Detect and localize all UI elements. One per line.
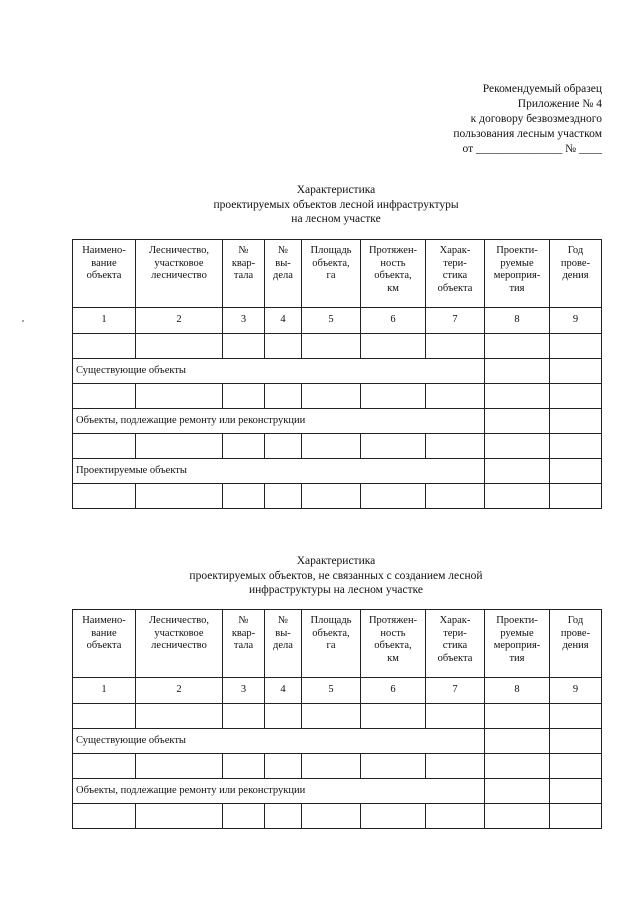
group-label: Существующие объекты: [73, 729, 485, 754]
table-cell[interactable]: [223, 384, 265, 409]
table-cell[interactable]: [223, 754, 265, 779]
table-cell[interactable]: [485, 754, 550, 779]
table-cell[interactable]: [361, 384, 426, 409]
table-cell[interactable]: [136, 704, 223, 729]
table-row: [73, 484, 602, 509]
col-number: 5: [302, 308, 361, 334]
scan-speck: [22, 320, 24, 322]
table-row: [73, 804, 602, 829]
title-line: Характеристика: [296, 555, 376, 567]
table-cell[interactable]: [485, 704, 550, 729]
table-cell[interactable]: [265, 384, 302, 409]
col-header: Наимено- вание объекта: [73, 610, 136, 678]
table-non-infrastructure: [72, 609, 602, 829]
table-cell[interactable]: [302, 434, 361, 459]
table-row: [73, 704, 602, 729]
table-cell[interactable]: [426, 334, 485, 359]
col-header: Лесничество, участковое лесничество: [136, 240, 223, 308]
col-number: 9: [550, 678, 602, 704]
col-header: Проекти- руемые мероприя- тия: [485, 610, 550, 678]
table-cell[interactable]: [361, 704, 426, 729]
table-header-row: [73, 240, 602, 308]
table-infrastructure: [72, 239, 602, 509]
table-cell[interactable]: [426, 704, 485, 729]
col-header: Площадь объекта, га: [302, 240, 361, 308]
title-line: на лесном участке: [291, 213, 381, 225]
header-line: к договору безвозмездного: [470, 113, 602, 125]
col-header: Протяжен- ность объекта, км: [361, 610, 426, 678]
table-cell[interactable]: [550, 754, 602, 779]
table-cell[interactable]: [223, 704, 265, 729]
table-cell[interactable]: [550, 434, 602, 459]
col-header: Год прове- дения: [550, 240, 602, 308]
table-header-row: [73, 610, 602, 678]
table-cell[interactable]: [136, 334, 223, 359]
table-cell[interactable]: [485, 434, 550, 459]
table-cell[interactable]: [485, 409, 550, 434]
table-cell[interactable]: [302, 704, 361, 729]
col-header: № вы- дела: [265, 610, 302, 678]
col-header: Лесничество, участковое лесничество: [136, 610, 223, 678]
group-row-existing: [73, 729, 602, 754]
col-number: 4: [265, 308, 302, 334]
table-cell[interactable]: [265, 484, 302, 509]
table-cell[interactable]: [550, 359, 602, 384]
table-cell[interactable]: [550, 334, 602, 359]
col-number: 4: [265, 678, 302, 704]
col-number: 1: [73, 308, 136, 334]
table-cell[interactable]: [426, 754, 485, 779]
title-line: проектируемых объектов, не связанных с созданием лесной: [189, 569, 483, 582]
table-cell[interactable]: [485, 459, 550, 484]
table-cell[interactable]: [550, 779, 602, 804]
table-cell[interactable]: [223, 434, 265, 459]
column-number-row: [73, 678, 602, 704]
col-header: Площадь объекта, га: [302, 610, 361, 678]
group-row-projected: [73, 459, 602, 484]
col-number: 3: [223, 308, 265, 334]
table-cell[interactable]: [550, 729, 602, 754]
table-cell[interactable]: [73, 484, 136, 509]
table-cell[interactable]: [302, 484, 361, 509]
col-number: 6: [361, 678, 426, 704]
col-header: Протяжен- ность объекта, км: [361, 240, 426, 308]
table-cell[interactable]: [426, 434, 485, 459]
table-cell[interactable]: [223, 334, 265, 359]
table-cell[interactable]: [550, 384, 602, 409]
header-line: от _______________ № ____: [462, 143, 602, 155]
table-cell[interactable]: [361, 334, 426, 359]
col-header: Проекти- руемые мероприя- тия: [485, 240, 550, 308]
group-label: Объекты, подлежащие ремонту или реконструкции: [73, 409, 485, 434]
col-number: 8: [485, 308, 550, 334]
table-cell[interactable]: [485, 334, 550, 359]
table-cell[interactable]: [485, 804, 550, 829]
col-number: 8: [485, 678, 550, 704]
col-number: 2: [136, 308, 223, 334]
col-number: 9: [550, 308, 602, 334]
group-label: Проектируемые объекты: [73, 459, 485, 484]
title-line: проектируемых объектов лесной инфраструктуры: [213, 198, 459, 211]
table-cell[interactable]: [550, 459, 602, 484]
col-number: 3: [223, 678, 265, 704]
group-row-repair: [73, 779, 602, 804]
col-header: Наимено- вание объекта: [73, 240, 136, 308]
section1-title: [72, 183, 600, 227]
table-cell[interactable]: [136, 434, 223, 459]
table-cell[interactable]: [136, 754, 223, 779]
table-row: [73, 754, 602, 779]
group-row-repair: [73, 409, 602, 434]
table-cell[interactable]: [550, 804, 602, 829]
table-cell[interactable]: [302, 804, 361, 829]
table-cell[interactable]: [550, 409, 602, 434]
column-number-row: [73, 308, 602, 334]
col-header: Харак- тери- стика объекта: [426, 610, 485, 678]
table-cell[interactable]: [426, 804, 485, 829]
table-cell[interactable]: [361, 754, 426, 779]
col-number: 2: [136, 678, 223, 704]
table-cell[interactable]: [361, 484, 426, 509]
col-number: 1: [73, 678, 136, 704]
table-cell[interactable]: [302, 754, 361, 779]
table-cell[interactable]: [485, 729, 550, 754]
table-cell[interactable]: [73, 754, 136, 779]
header-line: Рекомендуемый образец: [482, 83, 602, 95]
table-cell[interactable]: [73, 804, 136, 829]
table-cell[interactable]: [361, 434, 426, 459]
group-label: Объекты, подлежащие ремонту или реконструкции: [73, 779, 485, 804]
table-cell[interactable]: [73, 704, 136, 729]
table-row: [73, 384, 602, 409]
table-cell[interactable]: [223, 484, 265, 509]
table-cell[interactable]: [265, 334, 302, 359]
table-cell[interactable]: [302, 384, 361, 409]
header-line: пользования лесным участком: [453, 128, 602, 140]
table-cell[interactable]: [265, 434, 302, 459]
table-cell[interactable]: [485, 484, 550, 509]
table-cell[interactable]: [426, 384, 485, 409]
table-cell[interactable]: [361, 804, 426, 829]
col-header: № квар- тала: [223, 610, 265, 678]
table-cell[interactable]: [136, 484, 223, 509]
table-row: [73, 334, 602, 359]
group-row-existing: [73, 359, 602, 384]
col-header: № квар- тала: [223, 240, 265, 308]
table-cell[interactable]: [485, 384, 550, 409]
title-line: Характеристика: [296, 184, 376, 196]
table-cell[interactable]: [73, 384, 136, 409]
table-cell[interactable]: [265, 754, 302, 779]
table-cell[interactable]: [302, 334, 361, 359]
table-cell[interactable]: [136, 384, 223, 409]
header-line: Приложение № 4: [517, 98, 602, 110]
col-header: Год прове- дения: [550, 610, 602, 678]
title-line: инфраструктуры на лесном участке: [248, 584, 424, 596]
table-cell[interactable]: [485, 359, 550, 384]
table-cell[interactable]: [426, 484, 485, 509]
table-cell[interactable]: [136, 804, 223, 829]
col-header: № вы- дела: [265, 240, 302, 308]
group-label: Существующие объекты: [73, 359, 485, 384]
table-cell[interactable]: [265, 804, 302, 829]
col-number: 7: [426, 308, 485, 334]
col-header: Харак- тери- стика объекта: [426, 240, 485, 308]
table-cell[interactable]: [73, 334, 136, 359]
table-cell[interactable]: [550, 704, 602, 729]
table-row: [73, 434, 602, 459]
col-number: 7: [426, 678, 485, 704]
appendix-header: [453, 82, 602, 157]
section2-title: [72, 554, 600, 598]
col-number: 5: [302, 678, 361, 704]
table-cell[interactable]: [223, 804, 265, 829]
table-cell[interactable]: [550, 484, 602, 509]
col-number: 6: [361, 308, 426, 334]
table-cell[interactable]: [485, 779, 550, 804]
table-cell[interactable]: [265, 704, 302, 729]
table-cell[interactable]: [73, 434, 136, 459]
